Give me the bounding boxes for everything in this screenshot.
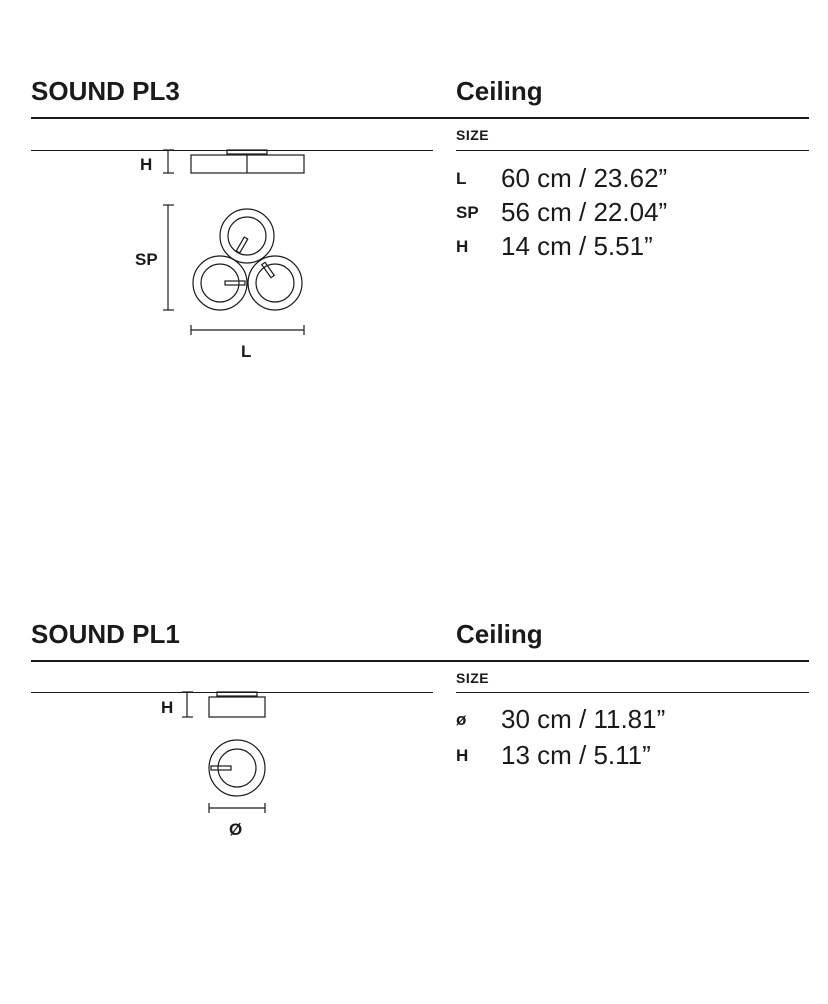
spec-key: ø xyxy=(456,710,467,729)
spec-key: L xyxy=(456,169,467,188)
spec-value: 30 cm / 11.81” xyxy=(501,704,666,734)
product-category: Ceiling xyxy=(456,619,543,649)
product-title: SOUND PL1 xyxy=(31,619,180,649)
spec-value: 60 cm / 23.62” xyxy=(501,163,668,193)
spec-key: H xyxy=(456,746,469,765)
size-label: SIZE xyxy=(456,127,490,143)
dim-label-length: L xyxy=(241,342,252,361)
product-category: Ceiling xyxy=(456,76,543,106)
dim-label-height: H xyxy=(140,155,153,174)
spec-key: SP xyxy=(456,203,479,222)
size-label: SIZE xyxy=(456,670,490,686)
product-title: SOUND PL3 xyxy=(31,76,180,106)
dim-label-height: H xyxy=(161,698,174,717)
side-view-canopy xyxy=(217,692,257,696)
spec-value: 56 cm / 22.04” xyxy=(501,197,668,227)
spec-value: 13 cm / 5.11” xyxy=(501,740,651,770)
spec-key: H xyxy=(456,237,469,256)
dim-label-diameter: Ø xyxy=(229,820,243,839)
side-view-body xyxy=(209,697,265,717)
dim-label-spread: SP xyxy=(135,250,158,269)
spec-value: 14 cm / 5.51” xyxy=(501,231,653,261)
